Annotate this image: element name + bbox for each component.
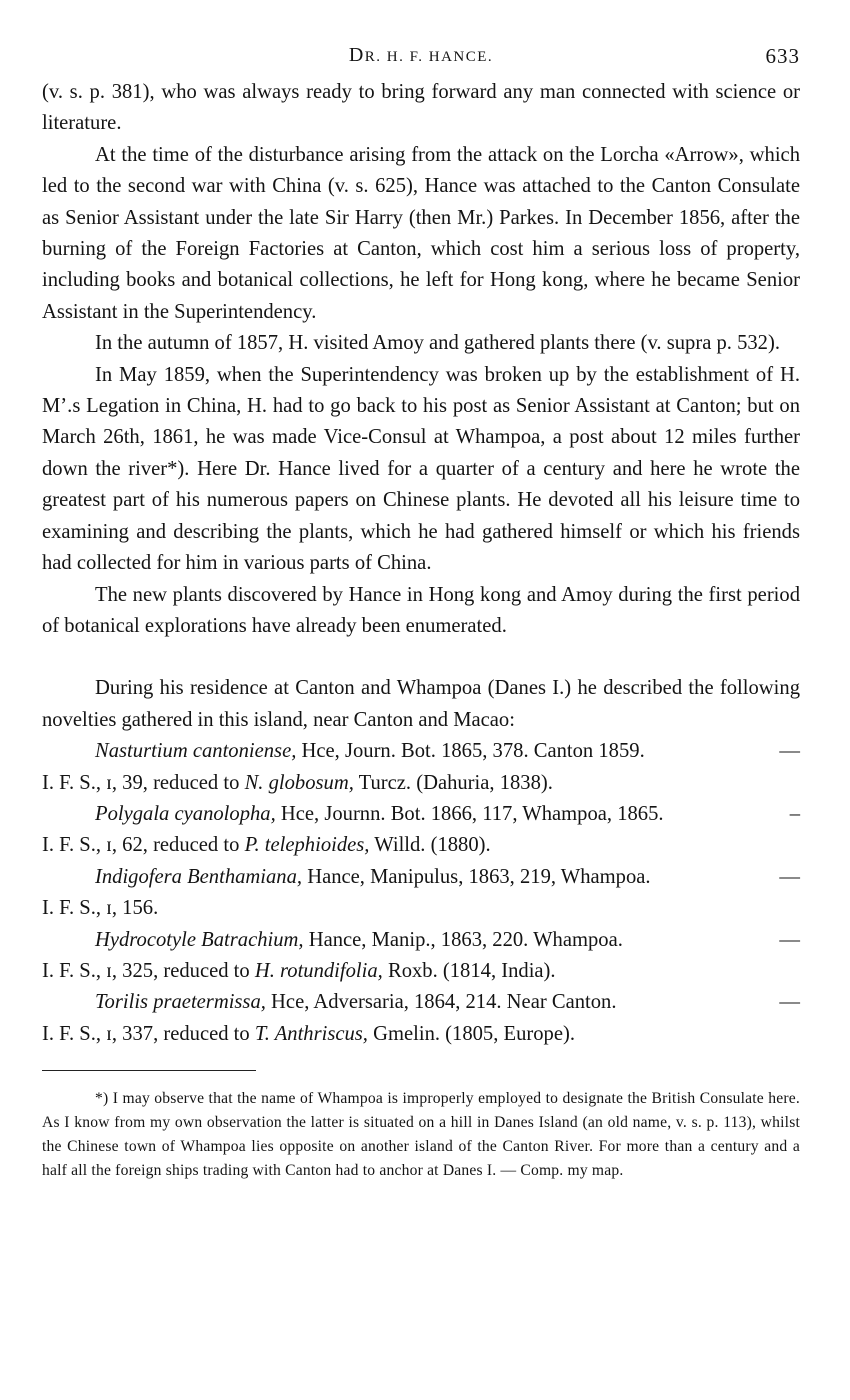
species-reference: Hce, Journ. Bot. 1865, 378. Canton 1859. bbox=[296, 740, 645, 763]
paragraph: (v. s. p. 381), who was always ready to bring forward any man connected with science or literature. bbox=[42, 81, 800, 135]
entry-dash: – bbox=[789, 802, 800, 825]
paragraph: The new plants discovered by Hance in Hong kong and Amoy during the first period of botanical explorations have already been enumerated. bbox=[42, 583, 800, 637]
main-text bbox=[42, 77, 800, 1050]
entry-dash: — bbox=[779, 928, 800, 951]
synonym-name: N. globosum, bbox=[244, 771, 354, 794]
paragraph: During his residence at Canton and Whampoa (Danes I.) he described the following novelties gathered in this island, near Canton and Macao: bbox=[42, 677, 800, 731]
footnote bbox=[42, 1087, 800, 1182]
species-name: Torilis praetermissa, bbox=[95, 991, 266, 1014]
synonym-suffix: Roxb. (1814, India). bbox=[382, 959, 556, 982]
title-initial: D bbox=[348, 44, 365, 66]
synonym-name: T. Anthriscus, bbox=[254, 1022, 368, 1045]
species-reference: Hce, Journn. Bot. 1866, 117, Whampoa, 1865. bbox=[275, 802, 664, 825]
title-smallcaps: R. H. F. H bbox=[364, 49, 442, 65]
running-title bbox=[42, 44, 800, 67]
species-entry bbox=[42, 799, 800, 862]
synonym-prefix: I. F. S., ɪ, 62, reduced to bbox=[42, 834, 245, 857]
synonym-suffix: Turcz. (Dahuria, 1838). bbox=[353, 771, 553, 794]
synonym-name: H. rotundifolia, bbox=[254, 959, 383, 982]
paragraph: At the time of the disturbance arising from the attack on the Lorcha «Arrow», which led to the second war with China (v. s. 625), Hance was attached to the Canton Consulate as Senior Assistant under the late Sir Harry (then Mr.) Parkes. In December 1856, after the burning of the Foreign Factories at Canton, which cost him a serious loss of property, including books and botanical collections, he left for Hong kong, where he became Senior Assistant in the Superintendency. bbox=[42, 143, 800, 323]
species-name: Nasturtium cantoniense, bbox=[95, 740, 297, 763]
species-entry bbox=[42, 862, 800, 925]
species-name: Hydrocotyle Batrachium, bbox=[95, 928, 304, 951]
entry-dash: — bbox=[779, 865, 800, 888]
paragraph: In the autumn of 1857, H. visited Amoy and gathered plants there (v. supra p. 532). bbox=[95, 332, 780, 355]
species-entry bbox=[42, 736, 800, 799]
synonym-prefix: I. F. S., ɪ, 39, reduced to bbox=[42, 771, 245, 794]
species-entry bbox=[42, 987, 800, 1050]
entry-dash: — bbox=[779, 740, 800, 763]
species-entry bbox=[42, 925, 800, 988]
section-gap bbox=[42, 642, 800, 673]
title-smallcaps-tail: ANCE. bbox=[441, 49, 494, 65]
paragraph: In May 1859, when the Superintendency was broken up by the establishment of H. M’.s Legation in China, H. had to go back to his post as Senior Assistant at Canton; but on March 26th, 1861, he was made Vice-Consul at Whampoa, a post about 12 miles further down the river*). Here Dr. Hance lived for a quarter of a century and here he wrote the greatest part of his numerous papers on Chinese plants. He devoted all his leisure time to examining and describing the plants, which he had gathered himself or which his friends had collected for him in various parts of China. bbox=[42, 363, 800, 575]
synonym-suffix: Gmelin. (1805, Europe). bbox=[367, 1022, 576, 1045]
synonym-prefix: I. F. S., ɪ, 337, reduced to bbox=[42, 1022, 255, 1045]
page bbox=[42, 44, 800, 1182]
species-name: Indigofera Benthamiana, bbox=[95, 865, 303, 888]
species-reference: Hance, Manip., 1863, 220. Whampoa. bbox=[303, 928, 623, 951]
species-name: Polygala cyanolopha, bbox=[95, 802, 276, 825]
synonym-prefix: I. F. S., ɪ, 325, reduced to bbox=[42, 959, 255, 982]
species-reference: Hce, Adversaria, 1864, 214. Near Canton. bbox=[265, 991, 617, 1014]
synonym-prefix: I. F. S., ɪ, 156. bbox=[42, 897, 159, 920]
entry-dash: — bbox=[779, 991, 800, 1014]
footnote-rule bbox=[42, 1070, 256, 1071]
synonym-suffix: Willd. (1880). bbox=[369, 834, 491, 857]
page-number: 633 bbox=[765, 44, 800, 68]
species-reference: Hance, Manipulus, 1863, 219, Whampoa. bbox=[302, 865, 651, 888]
synonym-name: P. telephioides, bbox=[244, 834, 370, 857]
footnote-text: *) I may observe that the name of Whampoa is improperly employed to designate the British Consulate here. As I know from my own observation the latter is situated on a hill in Danes Island (an old name, v. s. p. 113), whilst the Chinese town of Whampoa lies opposite on another island of the Canton River. For more than a century and a half all the foreign ships trading with Canton had to anchor at Danes I. — Comp. my map. bbox=[42, 1090, 800, 1179]
running-header bbox=[42, 44, 800, 76]
